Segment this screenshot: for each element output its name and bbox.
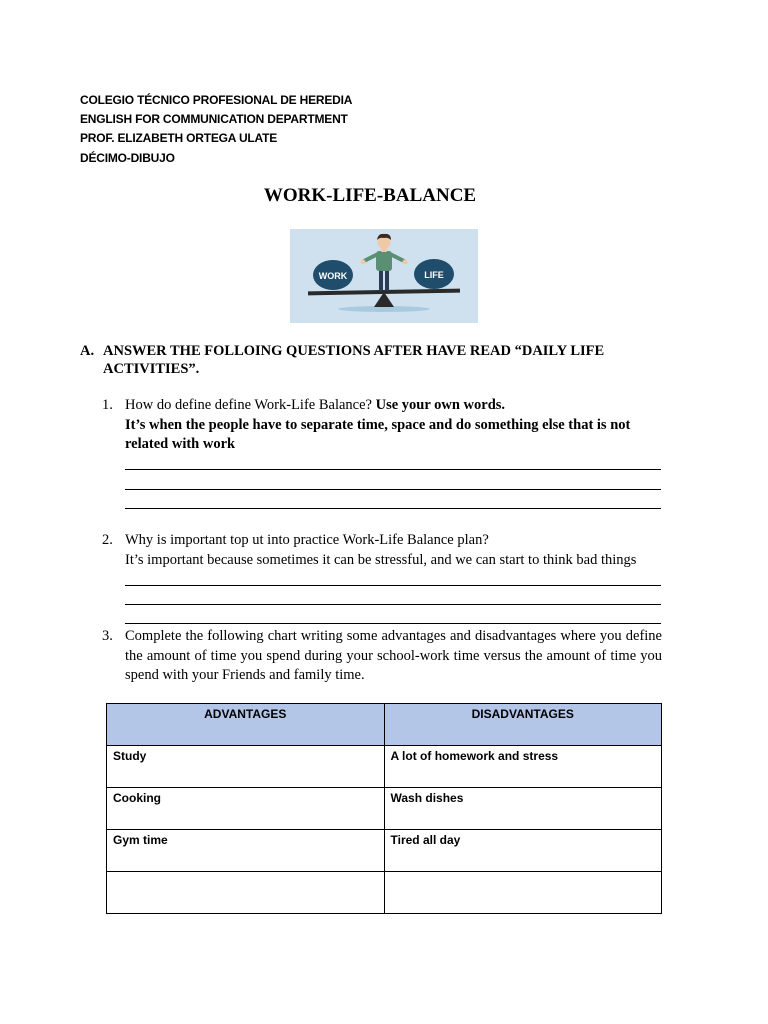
question-prompt: Why is important top ut into practice Work-Life Balance plan? (125, 532, 489, 548)
department-name: ENGLISH FOR COMMUNICATION DEPARTMENT (80, 112, 348, 127)
advantage-cell (107, 872, 385, 914)
answer-line (125, 469, 661, 470)
answer-line (125, 585, 661, 586)
disadvantage-cell: A lot of homework and stress (384, 746, 662, 788)
question-3 (102, 627, 662, 686)
question-number: 2. (102, 532, 113, 548)
question-1 (102, 396, 662, 455)
table-row (107, 746, 662, 788)
question-prompt-emphasis: Use your own words. (375, 397, 506, 413)
answer-text: It’s important because sometimes it can be stressful, and we can start to think bad things (125, 551, 637, 568)
question-number: 1. (102, 397, 113, 413)
man-icon (361, 234, 408, 291)
section-a-instructions (80, 342, 640, 378)
advantage-cell: Gym time (107, 830, 385, 872)
answer-line (125, 489, 661, 490)
table-header-row (107, 704, 662, 746)
advantage-cell: Study (107, 746, 385, 788)
answer-line (125, 508, 661, 509)
page-title: WORK-LIFE-BALANCE (263, 185, 477, 206)
advantages-header: ADVANTAGES (107, 704, 385, 746)
table-row (107, 830, 662, 872)
question-prompt: How do define define Work-Life Balance? (125, 397, 376, 413)
table-row (107, 788, 662, 830)
section-letter: A. (80, 343, 95, 359)
question-2 (102, 531, 662, 570)
section-a-text: ANSWER THE FOLLOING QUESTIONS AFTER HAVE READ “DAILY LIFE ACTIVITIES”. (103, 343, 605, 377)
answer-line (125, 623, 661, 624)
work-life-balance-illustration (290, 229, 478, 323)
disadvantage-cell: Tired all day (384, 830, 662, 872)
work-label: WORK (318, 271, 348, 281)
disadvantages-header: DISADVANTAGES (384, 704, 662, 746)
advantage-cell: Cooking (107, 788, 385, 830)
life-label: LIFE (424, 270, 444, 280)
answer-text: It’s when the people have to separate time, space and do something else that is not related with work (125, 416, 631, 452)
table-row (107, 872, 662, 914)
class-name: DÉCIMO-DIBUJO (80, 150, 175, 165)
advantages-disadvantages-table (106, 703, 662, 914)
disadvantage-cell: Wash dishes (384, 788, 662, 830)
disadvantage-cell (384, 872, 662, 914)
question-prompt: Complete the following chart writing some advantages and disadvantages where you define the amount of time you spend during your school-work time versus the amount of time you spend with your Friends and family time. (125, 628, 662, 683)
answer-line (125, 604, 661, 605)
teacher-name: PROF. ELIZABETH ORTEGA ULATE (80, 131, 278, 146)
school-name: COLEGIO TÉCNICO PROFESIONAL DE HEREDIA (80, 93, 353, 107)
school-header (80, 91, 352, 168)
question-number: 3. (102, 628, 113, 644)
